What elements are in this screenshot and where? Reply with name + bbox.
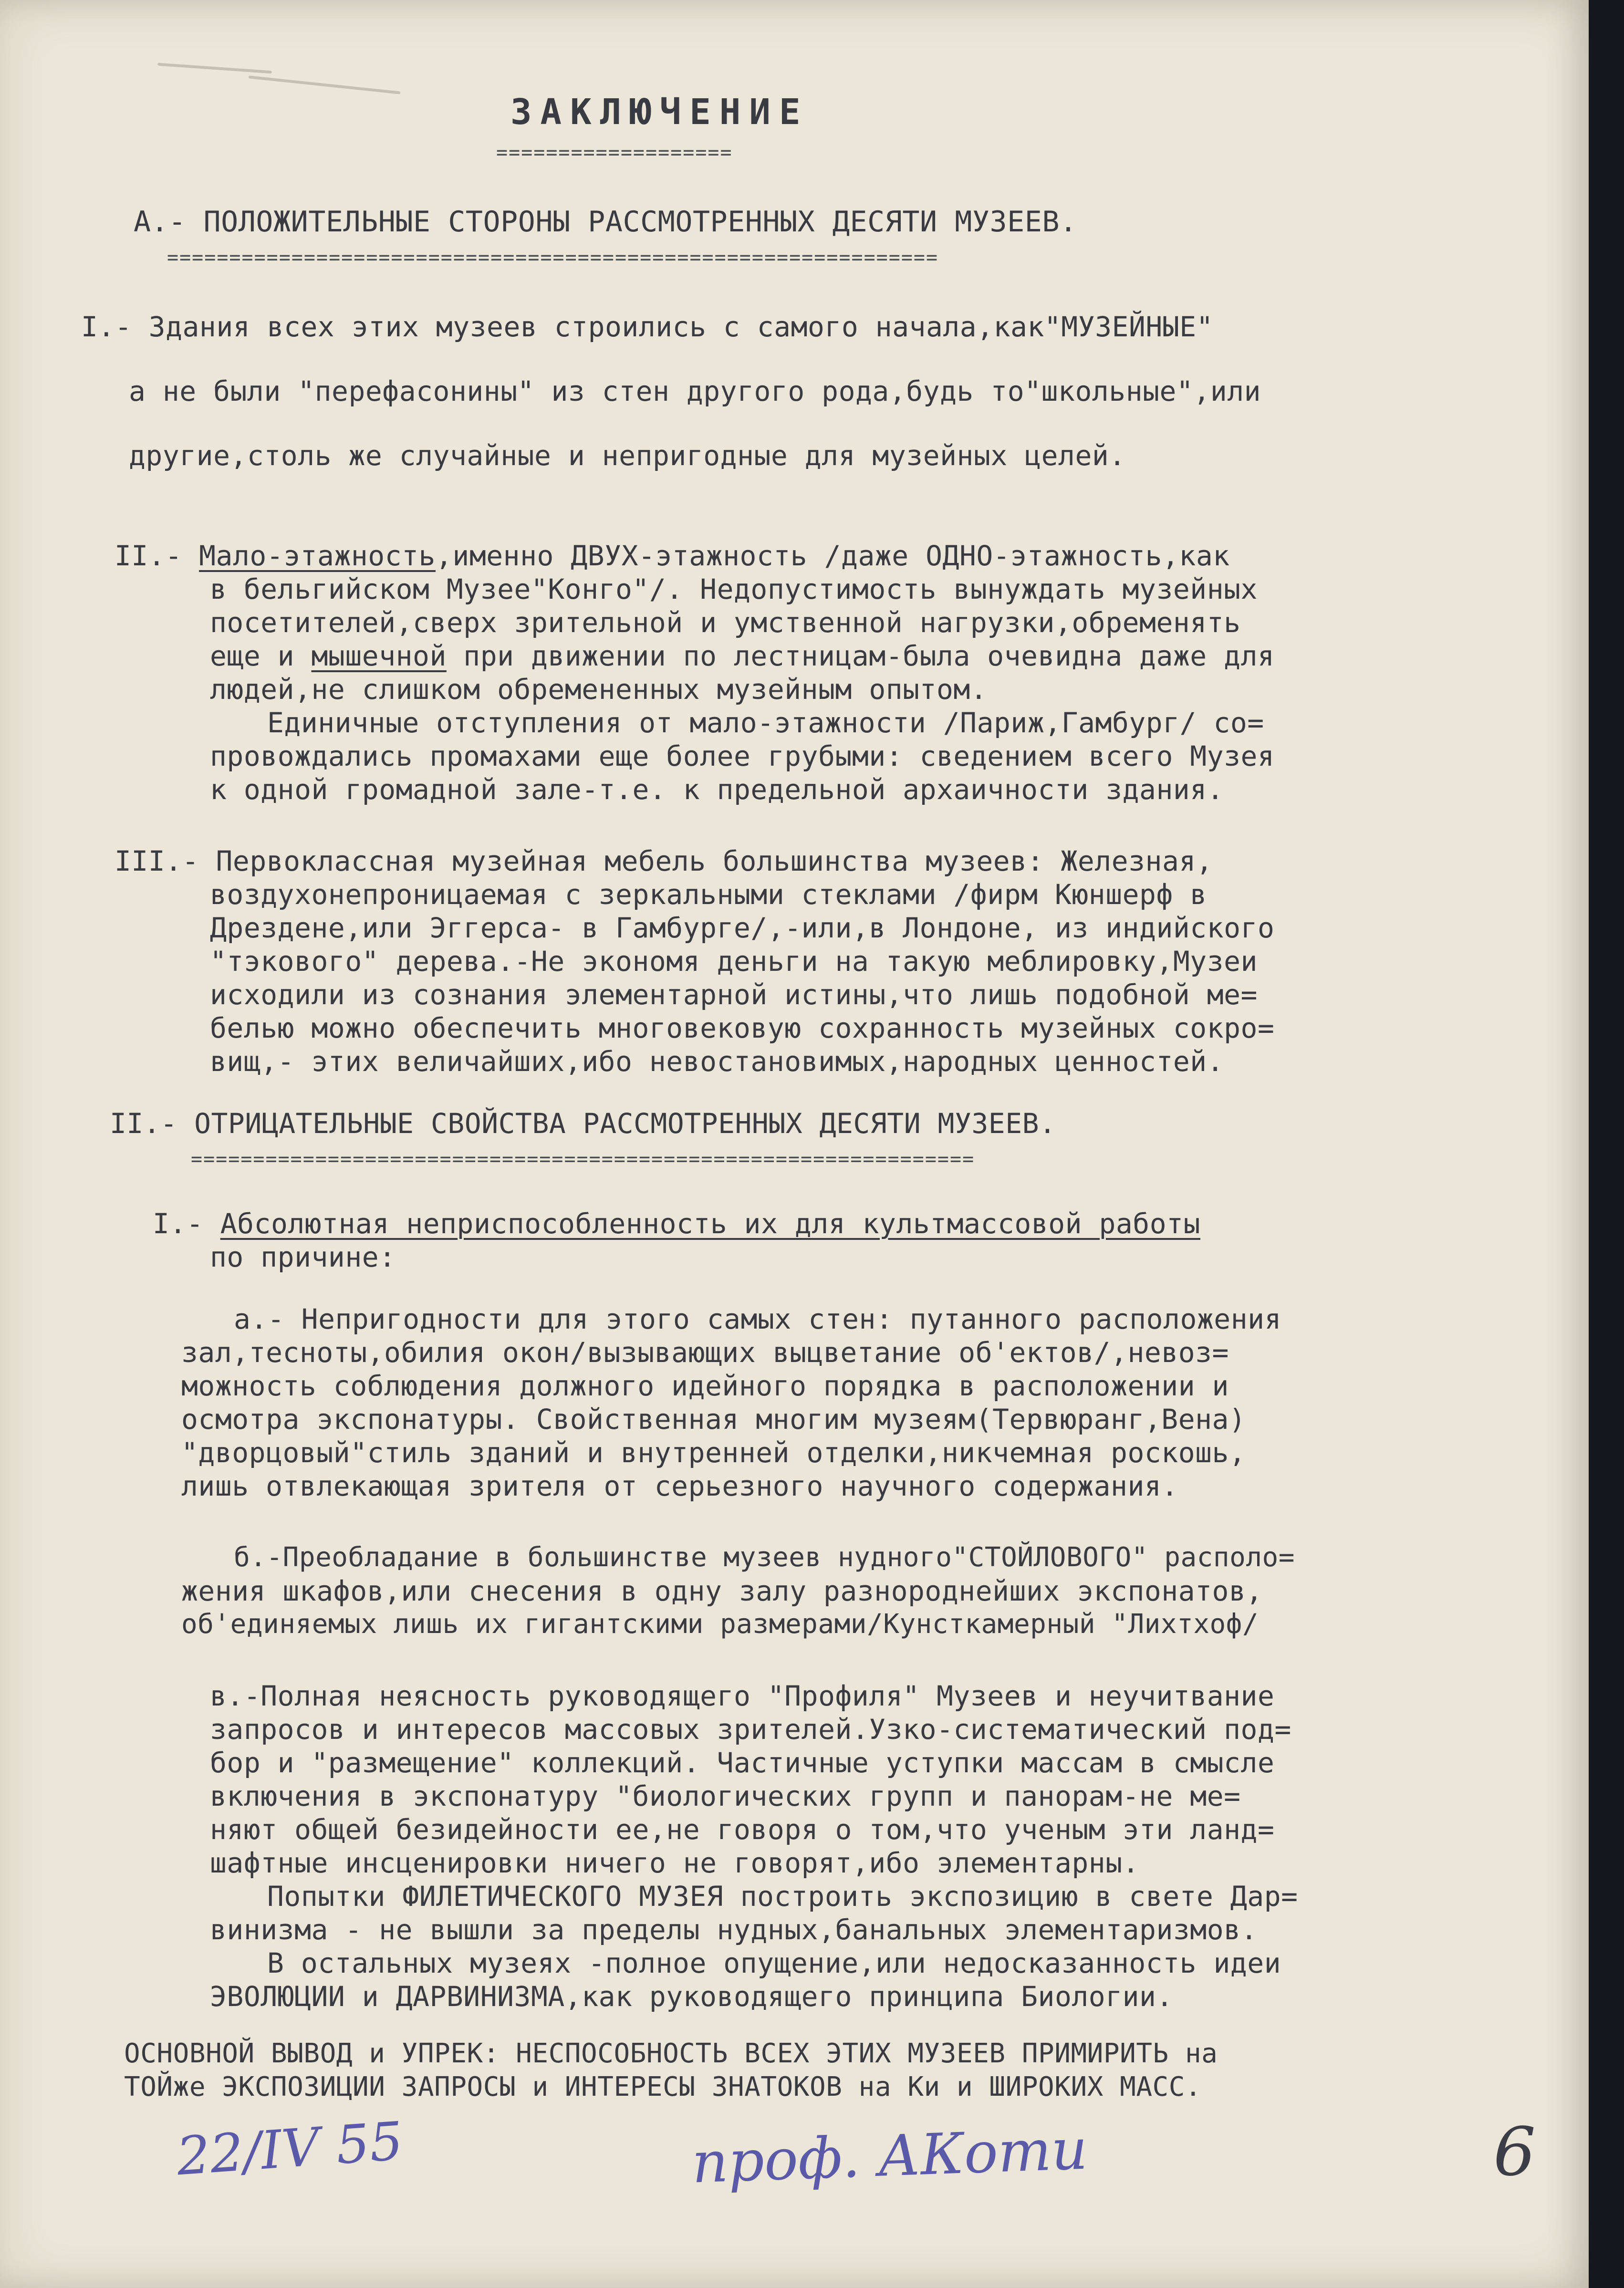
document-title: ЗАКЛЮЧЕНИЕ	[510, 92, 809, 133]
section-a-item1-line: I.- Здания всех этих музеев строились с самого начала,как"МУЗЕЙНЫЕ"	[81, 311, 1214, 343]
section-a-item2-line: провождались промахами еще более грубыми: сведением всего Музея	[210, 740, 1275, 772]
section-b-item1-heading: Абсолютная неприспособленность их для культмассовой работы	[220, 1207, 1200, 1240]
section-a-item3-line: "тэкового" дерева.-Не экономя деньги на такую меблировку,Музеи	[210, 945, 1258, 978]
item2-line1-rest: ,именно ДВУХ-этажность /даже ОДНО-этажность,как	[435, 540, 1230, 572]
scan-border	[1589, 0, 1624, 2288]
section-b-heading: II.- ОТРИЦАТЕЛЬНЫЕ СВОЙСТВА РАССМОТРЕННЫХ ДЕСЯТИ МУЗЕЕВ.	[110, 1107, 1056, 1140]
paragraph-v-line: Попытки ФИЛЕТИЧЕСКОГО МУЗЕЯ построить экспозицию в свете Дар=	[267, 1880, 1298, 1913]
item2-number: II.-	[115, 540, 199, 572]
item2-term-2: мышечной	[311, 640, 447, 672]
section-a-item2-line: к одной громадной зале-т.е. к предельной архаичности здания.	[210, 773, 1224, 806]
paragraph-a-line: можность соблюдения должного идейного порядка в расположении и	[181, 1370, 1229, 1402]
handwritten-signature: проф. АКоти	[690, 2116, 1089, 2196]
paragraph-a-line: осмотра экспонатуры. Свойственная многим музеям(Тервюранг,Вена)	[181, 1403, 1246, 1435]
section-a-item2-line: людей,не слишком обремененных музейным опытом.	[210, 673, 988, 706]
paragraph-v-line: запросов и интересов массовых зрителей.Узко-систематический под=	[210, 1713, 1291, 1746]
section-a-underline: ==============================================================	[167, 247, 939, 269]
handwritten-date: 22/IV 55	[175, 2110, 405, 2187]
paragraph-a-line: а.- Непригодности для этого самых стен: путанного расположения	[234, 1303, 1281, 1335]
section-a-item1-line: другие,столь же случайные и непригодные для музейных целей.	[129, 439, 1126, 472]
item2-term: Мало-этажность	[199, 540, 436, 572]
section-a-item3-line: Дрездене,или Эггерса- в Гамбурге/,-или,в Лондоне, из индийского	[210, 912, 1275, 944]
section-a-heading: А.- ПОЛОЖИТЕЛЬНЫЕ СТОРОНЫ РАССМОТРЕННЫХ ДЕСЯТИ МУЗЕЕВ.	[134, 205, 1077, 239]
section-a-item2-line1	[115, 539, 1230, 572]
section-a-item2-line: в бельгийском Музее"Конго"/. Недопустимость вынуждать музейных	[210, 573, 1258, 605]
paragraph-b-line: об'единяемых лишь их гигантскими размерами/Кунсткамерный "Лихтхоф/	[181, 1609, 1259, 1640]
paragraph-v-line: бор и "размещение" коллекций. Частичные уступки массам в смысле	[210, 1747, 1275, 1779]
section-a-item3-line: исходили из сознания элементарной истины,что лишь подобной ме=	[210, 978, 1258, 1011]
section-a-item1-line: а не были "перефасонины" из стен другого рода,будь то"школьные",или	[129, 375, 1261, 407]
paragraph-v-line: В остальных музеях -полное опущение,или недосказанность идеи	[267, 1947, 1281, 1979]
paragraph-v-line: шафтные инсценировки ничего не говорят,ибо элементарны.	[210, 1847, 1140, 1879]
conclusion-line: ОСНОВНОЙ ВЫВОД и УПРЕК: НЕСПОСОБНОСТЬ ВСЕХ ЭТИХ МУЗЕЕВ ПРИМИРИТЬ на	[124, 2038, 1218, 2069]
paragraph-v-line: винизма - не вышли за пределы нудных,банальных элементаризмов.	[210, 1914, 1258, 1946]
section-a-item2-line: посетителей,сверх зрительной и умственной нагрузки,обременять	[210, 606, 1241, 639]
section-a-item3-line: воздухонепроницаемая с зеркальными стеклами /фирм Кюншерф в	[210, 878, 1207, 911]
paragraph-v-line: в.-Полная неясность руководящего "Профиля" Музеев и неучитвание	[210, 1680, 1275, 1712]
section-a-item3-line: вищ,- этих величайших,ибо невостановимых,народных ценностей.	[210, 1045, 1224, 1078]
title-underline: ===================	[496, 142, 733, 164]
section-b-underline: ===============================================================	[191, 1148, 975, 1170]
section-a-item2-line4: еще и мышечной при движении по лестницам-была очевидна даже для	[210, 640, 1275, 672]
paragraph-a-line: "дворцовый"стиль зданий и внутренней отделки,никчемная роскошь,	[181, 1436, 1246, 1469]
paragraph-a-line: лишь отвлекающая зрителя от серьезного научного содержания.	[181, 1470, 1178, 1502]
section-b-item1-line2: по причине:	[210, 1241, 396, 1273]
paragraph-v-line: включения в экспонатуру "биологических групп и панорам-не ме=	[210, 1780, 1241, 1812]
page-number: 6	[1493, 2113, 1536, 2191]
paragraph-b-line: б.-Преобладание в большинстве музеев нудного"СТОЙЛОВОГО" располо=	[234, 1542, 1295, 1573]
section-b-item1-line1: I.- Абсолютная неприспособленность их для культмассовой работы	[153, 1207, 1200, 1240]
conclusion-line: ТОЙже ЭКСПОЗИЦИИ ЗАПРОСЫ и ИНТЕРЕСЫ ЗНАТОКОВ на Ки и ШИРОКИХ МАСС.	[124, 2071, 1202, 2102]
paragraph-v-line: няют общей безидейности ее,не говоря о том,что ученым эти ланд=	[210, 1813, 1275, 1846]
section-a-item3-line: белью можно обеспечить многовековую сохранность музейных сокро=	[210, 1012, 1275, 1044]
paragraph-a-line: зал,тесноты,обилия окон/вызывающих выцветание об'ектов/,невоз=	[181, 1336, 1229, 1369]
section-a-item2-line: Единичные отступления от мало-этажности /Париж,Гамбург/ со=	[267, 707, 1264, 739]
pencil-mark	[157, 63, 272, 74]
section-a-item3-line: III.- Первоклассная музейная мебель большинства музеев: Железная,	[115, 845, 1213, 877]
paragraph-b-line: жения шкафов,или снесения в одну залу разнороднейших экспонатов,	[181, 1575, 1263, 1607]
pencil-mark	[249, 75, 401, 94]
paragraph-v-line: ЭВОЛЮЦИИ и ДАРВИНИЗМА,как руководящего принципа Биологии.	[210, 1980, 1173, 2013]
